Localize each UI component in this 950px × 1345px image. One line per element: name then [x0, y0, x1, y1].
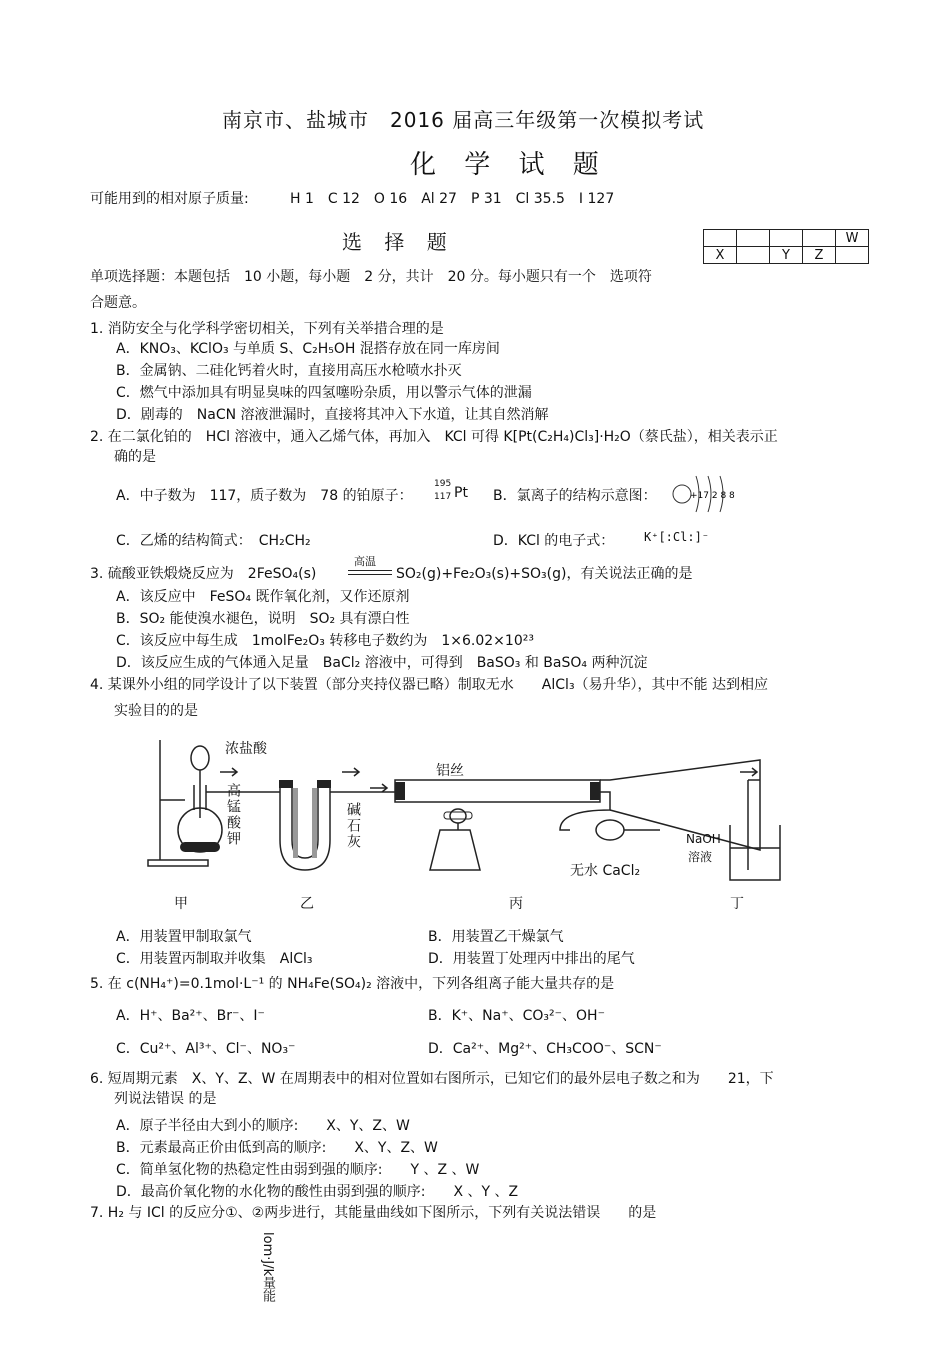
apparatus-bing: 丙 [509, 896, 523, 912]
q5-option-a: A．H⁺、Ba²⁺、Br⁻、I⁻ [116, 1008, 265, 1024]
q4-option-a: A．用装置甲制取氯气 [116, 929, 252, 945]
q2-atomic-number: 117 [434, 492, 452, 502]
q5-stem: 5. 在 c(NH₄⁺)=0.1mol·L⁻¹ 的 NH₄Fe(SO₄)₂ 溶液中，下列各组离子能大量共存的是 [90, 976, 615, 992]
q6-option-c: C．简单氢化物的热稳定性由弱到强的顺序: Y 、Z 、W [116, 1162, 480, 1178]
label-al-wire: 铝丝 [436, 763, 464, 779]
q3-equals-sign [348, 570, 392, 575]
q4-option-b: B．用装置乙干燥氯气 [428, 929, 564, 945]
q4-option-c: C．用装置丙制取并收集 AlCl₃ [116, 951, 313, 967]
apparatus-ding: 丁 [730, 896, 744, 912]
pt-cell-w: W [836, 230, 869, 247]
kcl-electron-formula: K⁺[:Cl:]⁻ [644, 530, 710, 544]
q3-option-c: C．该反应中每生成 1molFe₂O₃ 转移电子数约为 1×6.02×10²³ [116, 633, 534, 649]
label-kmno4: 高锰酸钾 [225, 783, 241, 847]
q2-isotope-symbol: Pt [454, 485, 468, 501]
q3-option-d: D．该反应生成的气体通入足量 BaCl₂ 溶液中，可得到 BaSO₃ 和 BaSO₄ 两种沉淀 [116, 655, 648, 671]
label-naoh: NaOH [686, 832, 721, 846]
q4-option-d: D．用装置丁处理丙中排出的尾气 [428, 951, 635, 967]
q5-option-c: C．Cu²⁺、Al³⁺、Cl⁻、NO₃⁻ [116, 1041, 296, 1057]
subject-title: 化 学 试 题 [410, 150, 609, 180]
q1-option-c: C．燃气中添加具有明显臭味的四氢噻吩杂质，用以警示气体的泄漏 [116, 385, 532, 401]
q2-stem-1: 2. 在二氯化铂的 HCl 溶液中，通入乙烯气体，再加入 KCl 可得 K[Pt(C₂H₄)Cl₃]·H₂O（蔡氏盐），相关表示正 [90, 429, 778, 445]
q6-stem-2: 列说法错误 的是 [114, 1091, 217, 1107]
q2-option-b: B．氯离子的结构示意图： [493, 488, 657, 504]
label-cacl2: 无水 CaCl₂ [570, 863, 641, 879]
q1-option-b: B．金属钠、二硅化钙着火时，直接用高压水枪喷水扑灭 [116, 363, 462, 379]
atomic-masses: H 1 C 12 O 16 Al 27 P 31 Cl 35.5 I 127 [290, 191, 615, 207]
pt-cell [737, 230, 770, 247]
q2-stem-2: 确的是 [114, 449, 156, 465]
q1-option-d: D．剧毒的 NaCN 溶液泄漏时，直接将其冲入下水道，让其自然消解 [116, 407, 549, 423]
label-hcl: 浓盐酸 [225, 741, 267, 757]
energy-axis-label: lom·J/k量能 [260, 1232, 275, 1303]
section-intro-1: 单项选择题：本题包括 10 小题，每小题 2 分，共计 20 分。每小题只有一个 选项符 [90, 269, 652, 285]
atomic-masses-label: 可能用到的相对原子质量: [90, 191, 249, 207]
q3-stem-a: 3. 硫酸亚铁煅烧反应为 2FeSO₄(s) [90, 566, 317, 582]
apparatus-yi: 乙 [300, 896, 314, 912]
q2-option-a: A．中子数为 117，质子数为 78 的铂原子： [116, 488, 413, 504]
q2-option-c: C．乙烯的结构简式： CH₂CH₂ [116, 533, 311, 549]
pt-cell-y: Y [770, 247, 803, 264]
chloride-ion-diagram [668, 470, 748, 514]
pt-cell [704, 230, 737, 247]
q2-option-d: D．KCl 的电子式： [493, 533, 615, 549]
apparatus-jia: 甲 [174, 896, 188, 912]
q6-option-b: B．元素最高正价由低到高的顺序: X、Y、Z、W [116, 1140, 438, 1156]
q5-option-d: D．Ca²⁺、Mg²⁺、CH₃COO⁻、SCN⁻ [428, 1041, 662, 1057]
pt-cell [737, 247, 770, 264]
q3-condition: 高温 [354, 555, 376, 568]
section-title: 选 择 题 [342, 230, 455, 254]
pt-cell-x: X [704, 247, 737, 264]
q3-stem-b: SO₂(g)+Fe₂O₃(s)+SO₃(g)，有关说法正确的是 [396, 566, 693, 582]
q6-stem-1: 6. 短周期元素 X、Y、Z、W 在周期表中的相对位置如右图所示，已知它们的最外层电子数之和为 21，下 [90, 1071, 774, 1087]
periodic-table-fragment [703, 229, 869, 264]
q5-option-b: B．K⁺、Na⁺、CO₃²⁻、OH⁻ [428, 1008, 605, 1024]
section-intro-2: 合题意。 [90, 295, 146, 311]
q1-option-a: A．KNO₃、KClO₃ 与单质 S、C₂H₅OH 混搭存放在同一库房间 [116, 341, 500, 357]
q2-mass-number: 195 [434, 479, 452, 489]
q1-stem: 1. 消防安全与化学科学密切相关，下列有关举措合理的是 [90, 321, 444, 337]
chloride-ion-shells: +17 2 8 8 [690, 491, 735, 501]
q7-stem: 7. H₂ 与 ICl 的反应分①、②两步进行，其能量曲线如下图所示，下列有关说法错误 的是 [90, 1205, 657, 1221]
q3-option-a: A．该反应中 FeSO₄ 既作氧化剂，又作还原剂 [116, 589, 410, 605]
q4-stem-2: 实验目的的是 [114, 703, 198, 719]
exam-title: 南京市、盐城市 2016 届高三年级第一次模拟考试 [222, 108, 705, 132]
q4-stem-1: 4. 某课外小组的同学设计了以下装置（部分夹持仪器已略）制取无水 AlCl₃（易升华），其中不能 达到相应 [90, 677, 768, 693]
label-soda-lime: 碱石灰 [345, 802, 361, 850]
label-solution: 溶液 [688, 850, 713, 864]
pt-cell-z: Z [803, 247, 836, 264]
pt-cell [803, 230, 836, 247]
pt-cell [836, 247, 869, 264]
q6-option-a: A．原子半径由大到小的顺序: X、Y、Z、W [116, 1118, 410, 1134]
q6-option-d: D．最高价氧化物的水化物的酸性由弱到强的顺序: X 、Y 、Z [116, 1184, 519, 1200]
q3-option-b: B．SO₂ 能使溴水褪色，说明 SO₂ 具有漂白性 [116, 611, 410, 627]
pt-cell [770, 230, 803, 247]
